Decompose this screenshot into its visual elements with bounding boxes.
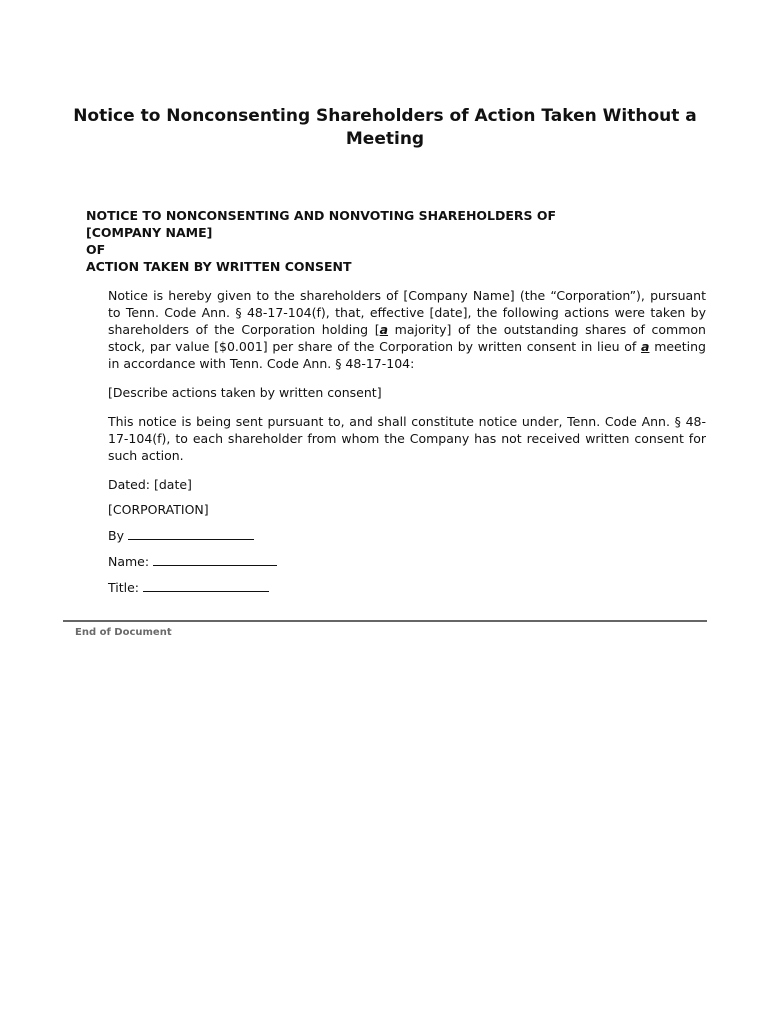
end-of-document-label: End of Document (75, 627, 172, 638)
dated-line: Dated: [date] (108, 477, 192, 492)
notice-paragraph (108, 287, 706, 372)
header-line-2: [COMPANY NAME] (86, 225, 213, 240)
title-line (108, 578, 706, 596)
notice-body (108, 287, 706, 604)
notice-header (86, 207, 706, 275)
name-label: Name: (108, 554, 150, 569)
corporation-line: [CORPORATION] (108, 502, 209, 517)
title-blank (143, 578, 269, 592)
header-line-3: OF (86, 242, 106, 257)
notice-paragraph-part-2: majority] of the outstanding shares of common stock, par value [$0.001] per share of the Corporation by written consent in lieu of (108, 322, 706, 354)
notice-paragraph-part-1: Notice is hereby given to the shareholders of [Company Name] (the “Corporation”), pursuant to Tenn. Code Ann. § 48-17-104(f), that, effective [date], the following actions were taken by shareholders of the Corporation holding [ (108, 288, 706, 337)
by-line (108, 526, 706, 544)
actions-placeholder: [Describe actions taken by written consent] (108, 385, 382, 400)
notice-paragraph-part-3: meeting in accordance with Tenn. Code Ann. § 48-17-104: (108, 339, 706, 371)
by-signature-blank (128, 526, 254, 540)
name-blank (153, 552, 277, 566)
emphasis-a-1: a (379, 322, 389, 337)
document-title: Notice to Nonconsenting Shareholders of Action Taken Without a Meeting (73, 106, 697, 149)
notice-basis-paragraph: This notice is being sent pursuant to, and shall constitute notice under, Tenn. Code Ann. § 48-17-104(f), to each shareholder from whom the Company has not received written consent for such action. (108, 414, 706, 463)
header-line-1: NOTICE TO NONCONSENTING AND NONVOTING SHAREHOLDERS OF (86, 208, 557, 223)
by-label: By (108, 528, 124, 543)
header-line-4: ACTION TAKEN BY WRITTEN CONSENT (86, 259, 352, 274)
name-line (108, 552, 706, 570)
end-divider (63, 620, 707, 622)
title-label: Title: (108, 580, 139, 595)
emphasis-a-2: a (641, 339, 650, 354)
